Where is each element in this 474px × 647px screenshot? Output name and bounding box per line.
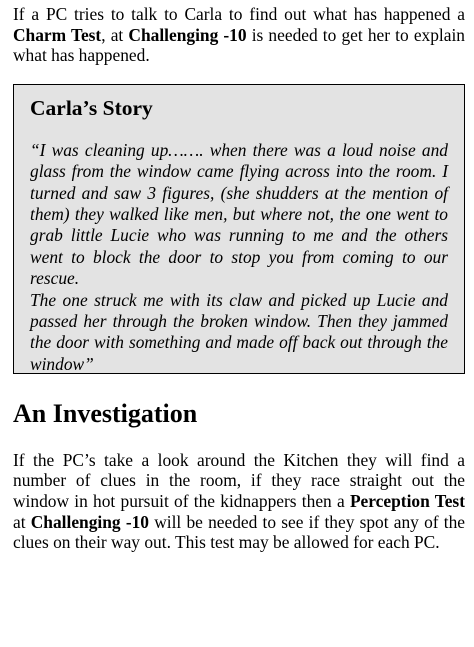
investigation-text-1: If the PC’s take a look around the Kitchen they will find a number of clues in the room, if they race straight out the window in hot pursuit of the kidnappers then a [13,449,465,511]
intro-paragraph [13,4,465,66]
story-box [13,84,465,374]
challenging-modifier: Challenging -10 [128,24,247,45]
investigation-text-3: will be needed to see if they spot any of the clues on their way out. This test may be allowed for each PC. [13,511,465,553]
document-page [13,4,465,553]
charm-test-term: Charm Test [13,24,102,45]
investigation-paragraph [13,450,465,553]
challenging-modifier-2: Challenging -10 [30,511,150,532]
perception-test-term: Perception Test [349,490,465,511]
intro-text-3: is needed to get her to explain what has happened. [13,24,466,66]
intro-text-1: If a PC tries to talk to Carla to find out what has happened a [13,4,465,24]
intro-text-2: , at [101,24,129,45]
story-paragraph-1: “I was cleaning up……. when there was a loud noise and glass from the window came flying across into the room. I turned and saw 3 figures, (she shudders at the mention of them) they walked like men, but where not, the one went to grab little Lucie who was running to me and the others went to block the door to stop you from coming to our rescue. [30,139,448,289]
story-paragraph-2: The one struck me with its claw and picked up Lucie and passed her through the broken window. Then they jammed the door with something and made off back out through the window” [30,289,448,374]
section-heading: An Investigation [13,398,198,428]
story-box-title: Carla’s Story [30,95,153,120]
investigation-text-2: at [13,511,31,532]
